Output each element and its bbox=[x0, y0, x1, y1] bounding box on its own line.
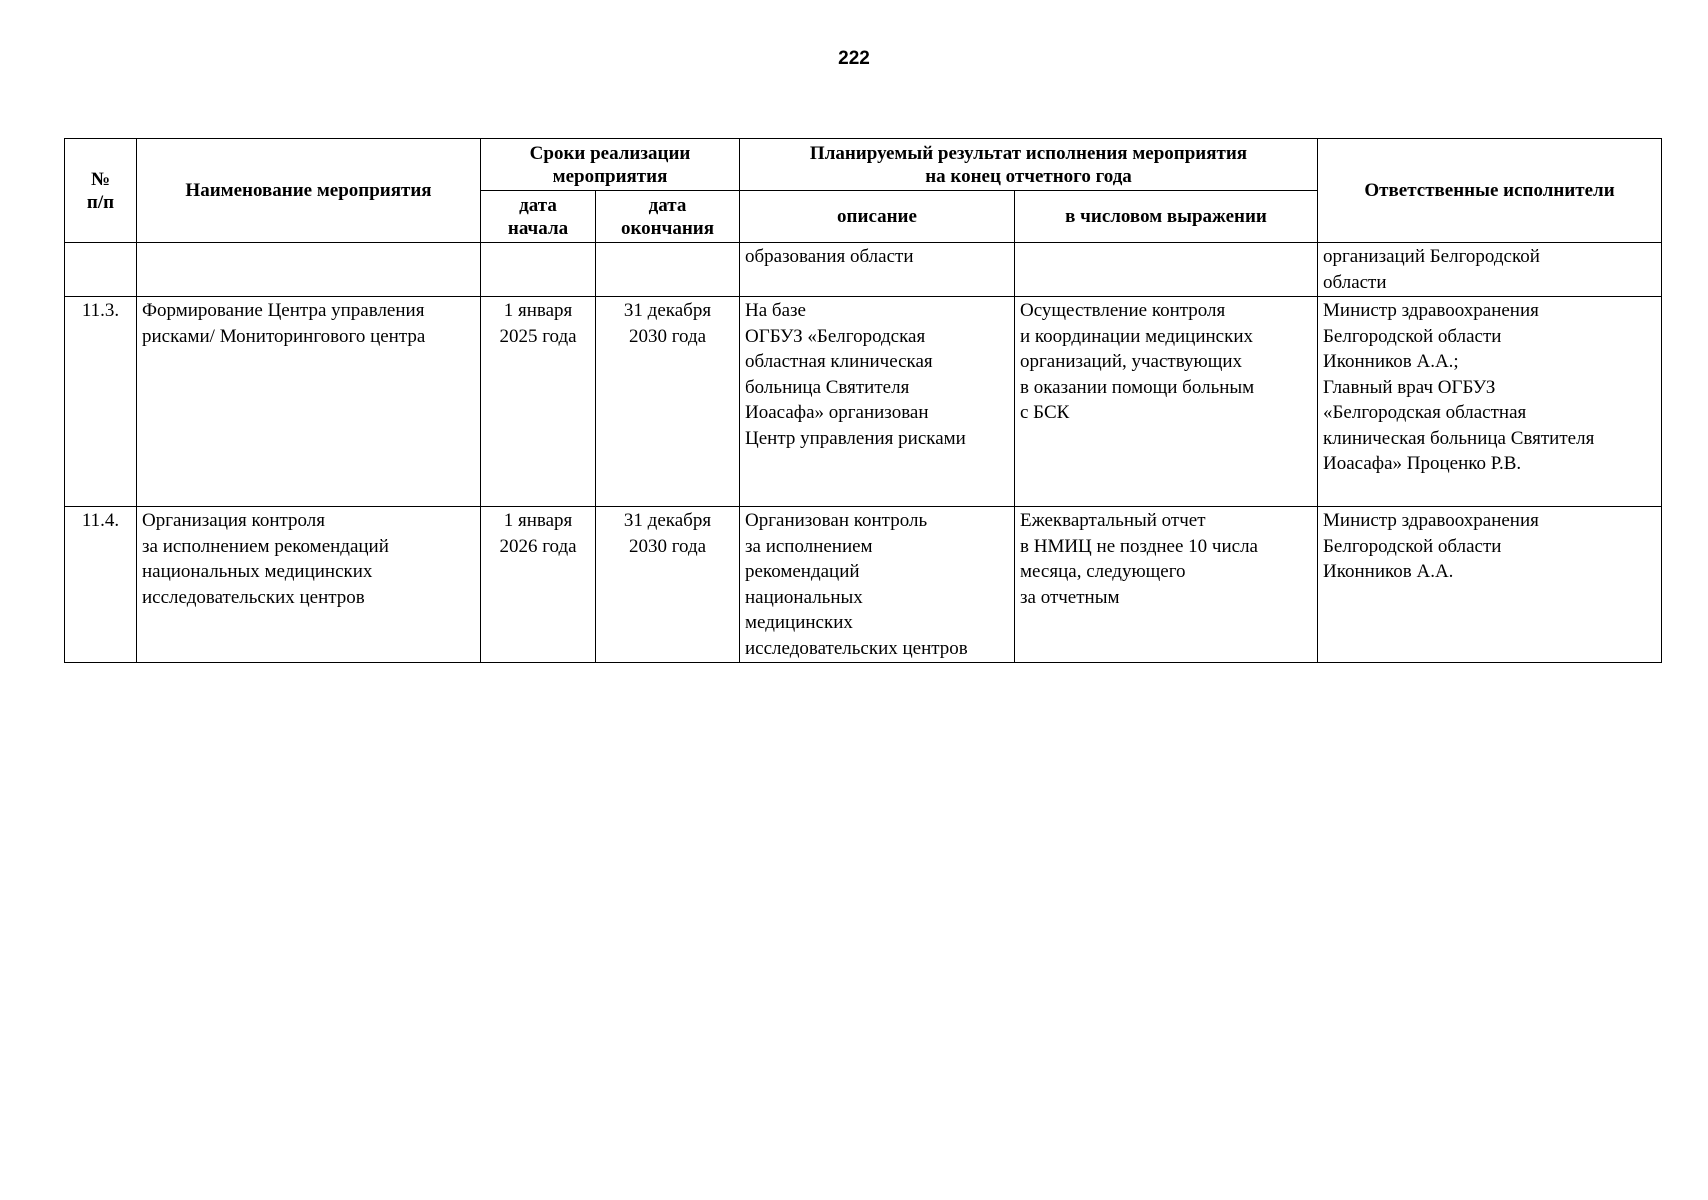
table-header bbox=[65, 139, 1662, 243]
cell-numeric bbox=[1015, 243, 1318, 297]
cell-description-line: областная клиническая bbox=[745, 351, 933, 372]
header-result bbox=[740, 139, 1318, 191]
cell-start-date bbox=[481, 297, 596, 507]
table-body bbox=[65, 243, 1662, 663]
cell-name bbox=[137, 507, 481, 663]
cell-name-line: Формирование Центра управления bbox=[142, 300, 425, 321]
cell-description-line: образования области bbox=[745, 246, 914, 267]
header-numeric: в числовом выражении bbox=[1015, 191, 1318, 243]
cell-end-date-line: 31 декабря bbox=[623, 300, 712, 321]
header-timeline bbox=[481, 139, 740, 191]
cell-responsible-line: Белгородской области bbox=[1323, 535, 1502, 557]
table-row bbox=[65, 507, 1662, 663]
cell-responsible-line: клиническая больница Святителя bbox=[1323, 427, 1595, 449]
cell-name-line: рисками/ Мониторингового центра bbox=[142, 325, 426, 347]
cell-name-line: исследовательских центров bbox=[142, 586, 365, 608]
header-num-line2: п/п bbox=[86, 191, 115, 213]
table-row bbox=[65, 243, 1662, 297]
cell-numeric-line: Осуществление контроля bbox=[1020, 300, 1226, 321]
header-num bbox=[65, 139, 137, 243]
cell-numeric bbox=[1015, 507, 1318, 663]
cell-description-line: ОГБУЗ «Белгородская bbox=[745, 325, 926, 347]
cell-start-date-line: 1 января bbox=[503, 300, 573, 321]
cell-name bbox=[137, 297, 481, 507]
cell-responsible bbox=[1318, 243, 1662, 297]
cell-num: 11.4. bbox=[65, 507, 137, 663]
table-row bbox=[65, 297, 1662, 507]
cell-numeric-line: месяца, следующего bbox=[1020, 561, 1186, 582]
header-timeline-line2: мероприятия bbox=[552, 165, 668, 187]
cell-responsible-line: Министр здравоохранения bbox=[1323, 510, 1539, 531]
header-start-line1: дата bbox=[519, 194, 557, 216]
header-responsible: Ответственные исполнители bbox=[1318, 139, 1662, 243]
header-name: Наименование мероприятия bbox=[137, 139, 481, 243]
cell-start-date-line: 2025 года bbox=[499, 325, 577, 347]
cell-responsible-line: Белгородской области bbox=[1323, 325, 1502, 347]
cell-start-date bbox=[481, 243, 596, 297]
cell-numeric-line: в оказании помощи больным bbox=[1020, 376, 1255, 398]
cell-numeric-line: в НМИЦ не позднее 10 числа bbox=[1020, 535, 1258, 557]
header-end-line1: дата bbox=[648, 194, 687, 216]
header-result-line1: Планируемый результат исполнения мероприятия bbox=[809, 142, 1248, 164]
cell-name-line: за исполнением рекомендаций bbox=[142, 535, 389, 557]
cell-description-line: за исполнением bbox=[745, 535, 873, 557]
cell-responsible-line: организаций Белгородской bbox=[1323, 246, 1540, 267]
cell-responsible bbox=[1318, 507, 1662, 663]
cell-responsible-line: Министр здравоохранения bbox=[1323, 300, 1539, 321]
header-description: описание bbox=[740, 191, 1015, 243]
header-timeline-line1: Сроки реализации bbox=[529, 142, 691, 164]
header-end-line2: окончания bbox=[620, 217, 715, 239]
page-number: 222 bbox=[838, 48, 870, 69]
cell-end-date-line: 2030 года bbox=[628, 535, 707, 557]
cell-start-date bbox=[481, 507, 596, 663]
cell-responsible-line: «Белгородская областная bbox=[1323, 402, 1527, 423]
cell-end-date bbox=[596, 243, 740, 297]
cell-description-line: Центр управления рисками bbox=[745, 427, 966, 449]
activities-table bbox=[64, 138, 1662, 663]
cell-numeric-line: организаций, участвующих bbox=[1020, 351, 1243, 372]
cell-responsible bbox=[1318, 297, 1662, 507]
cell-numeric-line: Ежеквартальный отчет bbox=[1020, 510, 1206, 531]
header-start-line2: начала bbox=[507, 217, 569, 239]
cell-numeric-line: и координации медицинских bbox=[1020, 325, 1254, 347]
cell-description bbox=[740, 243, 1015, 297]
header-end-date bbox=[596, 191, 740, 243]
header-start-date bbox=[481, 191, 596, 243]
cell-description-line: национальных bbox=[745, 586, 863, 608]
cell-name bbox=[137, 243, 481, 297]
cell-responsible-line: Иконников А.А.; bbox=[1323, 351, 1459, 372]
cell-responsible-line: области bbox=[1323, 271, 1387, 293]
cell-start-date-line: 2026 года bbox=[499, 535, 577, 557]
header-num-line1: № bbox=[90, 168, 111, 190]
cell-description bbox=[740, 297, 1015, 507]
cell-description-line: Иоасафа» организован bbox=[745, 402, 929, 423]
header-result-line2: на конец отчетного года bbox=[925, 165, 1132, 187]
cell-responsible-line: Иконников А.А. bbox=[1323, 561, 1454, 582]
cell-numeric-line: с БСК bbox=[1020, 402, 1070, 423]
cell-end-date-line: 31 декабря bbox=[623, 510, 712, 531]
cell-description-line: На базе bbox=[745, 300, 806, 321]
cell-end-date bbox=[596, 507, 740, 663]
cell-description-line: исследовательских центров bbox=[745, 637, 968, 659]
cell-description bbox=[740, 507, 1015, 663]
cell-description-line: больница Святителя bbox=[745, 376, 910, 398]
cell-name-line: национальных медицинских bbox=[142, 561, 373, 582]
cell-name-line: Организация контроля bbox=[142, 510, 325, 531]
cell-responsible-line: Иоасафа» Проценко Р.В. bbox=[1323, 453, 1522, 474]
cell-responsible-line: Главный врач ОГБУЗ bbox=[1323, 376, 1496, 398]
cell-start-date-line: 1 января bbox=[503, 510, 573, 531]
cell-end-date bbox=[596, 297, 740, 507]
cell-description-line: рекомендаций bbox=[745, 561, 860, 582]
cell-description-line: Организован контроль bbox=[745, 510, 928, 531]
cell-end-date-line: 2030 года bbox=[628, 325, 707, 347]
cell-numeric-line: за отчетным bbox=[1020, 586, 1120, 608]
cell-numeric bbox=[1015, 297, 1318, 507]
cell-num: 11.3. bbox=[65, 297, 137, 507]
cell-description-line: медицинских bbox=[745, 612, 853, 633]
cell-num bbox=[65, 243, 137, 297]
